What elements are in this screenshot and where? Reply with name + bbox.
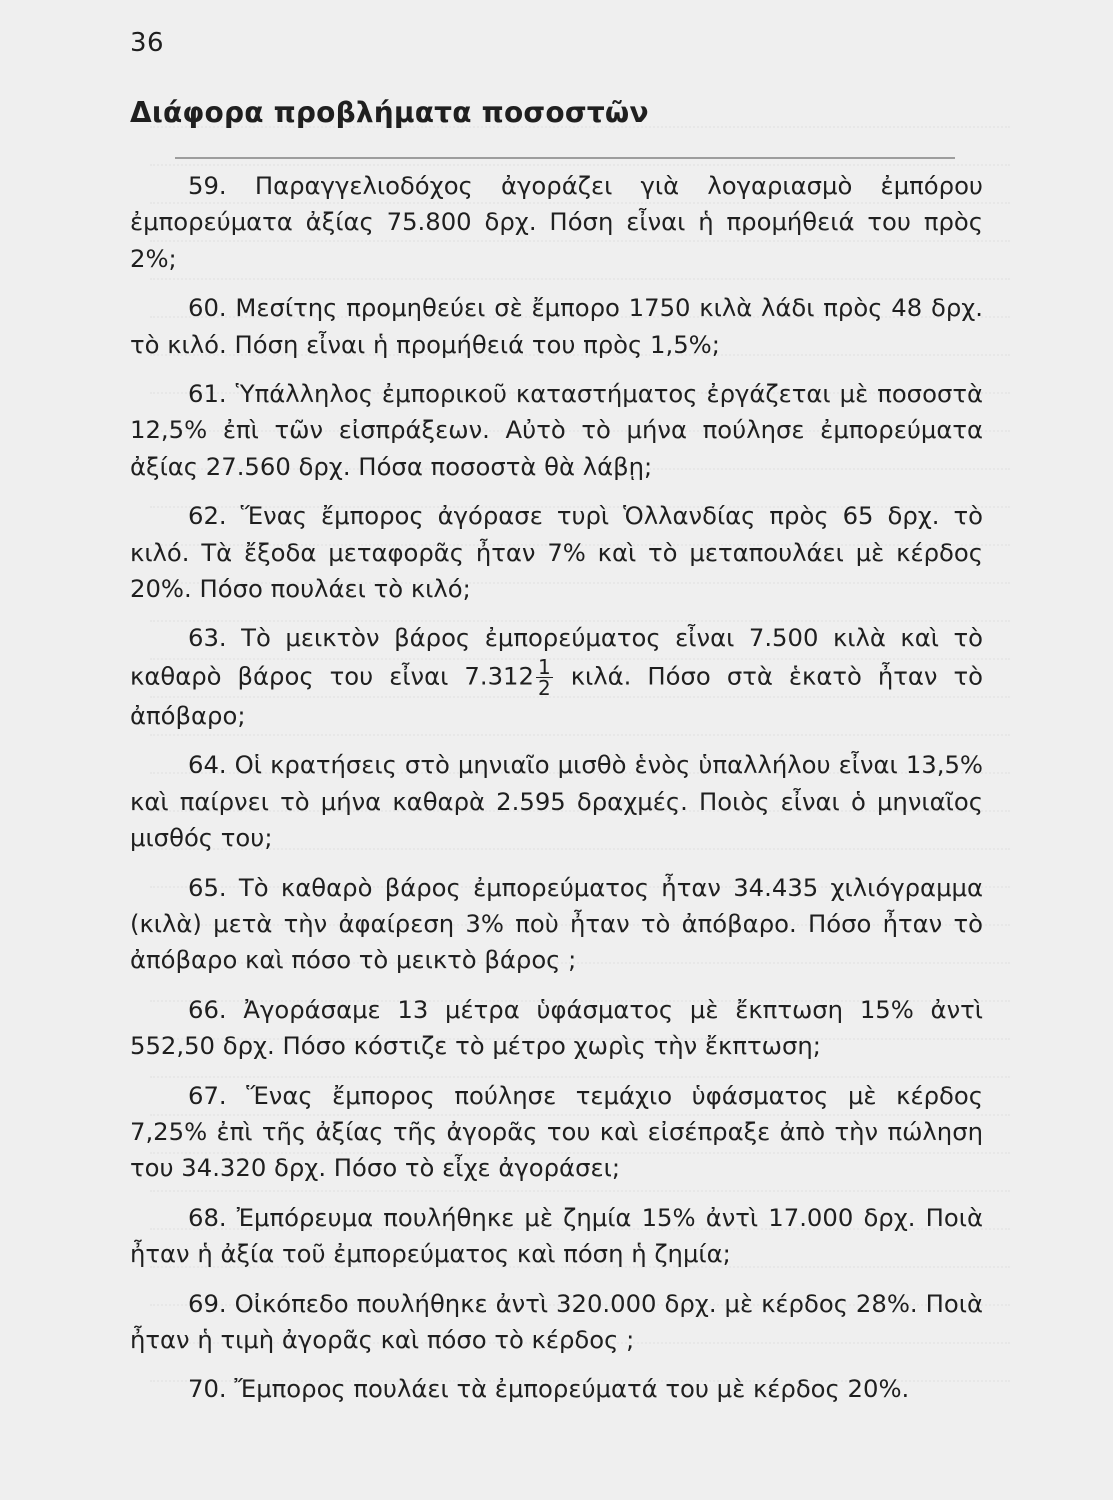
fraction-numerator: 1: [537, 654, 551, 679]
problem-70: 70. Ἔμπορος πουλάει τὰ ἐμπορεύματά του μὲ κέρδος 20%.: [188, 1374, 910, 1404]
problem-59: 59. Παραγγελιοδόχος ἀγοράζει γιὰ λογαριασμὸ ἐμπόρου ἐμπορεύματα ἀξίας 75.800 δρχ. Πόση εἶναι ἡ προμήθειά του πρὸς 2%;: [130, 171, 983, 273]
problem-68: 68. Ἐμπόρευμα πουλήθηκε μὲ ζημία 15% ἀντὶ 17.000 δρχ. Ποιὰ ἦταν ἡ ἀξία τοῦ ἐμπορεύματος καὶ πόση ἡ ζημία;: [130, 1202, 983, 1269]
problem-66: 66. Ἀγοράσαμε 13 μέτρα ὑφάσματος μὲ ἔκπτωση 15% ἀντὶ 552,50 δρχ. Πόσο κόστιζε τὸ μέτρο χωρὶς τὴν ἔκπτωση;: [130, 994, 983, 1061]
problem-61: 61. Ὑπάλληλος ἐμπορικοῦ καταστήματος ἐργάζεται μὲ ποσοστὰ 12,5% ἐπὶ τῶν εἰσπράξεων. Αὐτὸ τὸ μήνα πούλησε ἐμπορεύματα ἀξίας 27.560 δρχ. Πόσα ποσοστὰ θὰ λάβῃ;: [130, 379, 983, 481]
problem-60: 60. Μεσίτης προμηθεύει σὲ ἔμπορο 1750 κιλὰ λάδι πρὸς 48 δρχ. τὸ κιλό. Πόση εἶναι ἡ προμήθειά του πρὸς 1,5%;: [130, 293, 983, 359]
problem-67: 67. Ἕνας ἔμπορος πούλησε τεμάχιο ὑφάσματος μὲ κέρδος 7,25% ἐπὶ τῆς ἀξίας τῆς ἀγορᾶς του καὶ εἰσέπραξε ἀπὸ τὴν πώληση του 34.320 δρχ. Πόσο τὸ εἶχε ἀγοράσει;: [130, 1080, 983, 1183]
problem-62: 62. Ἕνας ἔμπορος ἀγόρασε τυρὶ Ὁλλανδίας πρὸς 65 δρχ. τὸ κιλό. Τὰ ἔξοδα μεταφορᾶς ἦταν 7% καὶ τὸ μεταπουλάει μὲ κέρδος 20%. Πόσο πουλάει τὸ κιλό;: [130, 501, 983, 604]
problem-69: 69. Οἰκόπεδο πουλήθηκε ἀντὶ 320.000 δρχ. μὲ κέρδος 28%. Ποιὰ ἦταν ἡ τιμὴ ἀγορᾶς καὶ πόσο τὸ κέρδος ;: [130, 1288, 983, 1354]
problem-63: [130, 620, 983, 734]
section-heading: Διάφορα προβλήματα ποσοστῶν: [130, 96, 649, 129]
page-number: 36: [130, 28, 165, 58]
problems-list: [130, 168, 983, 1408]
divider-rule: [175, 157, 955, 159]
problem-63-text-before: 63. Τὸ μεικτὸν βάρος ἐμπορεύματος εἶναι 7.500 κιλὰ καὶ τὸ καθαρὸ βάρος του εἶναι 7.312: [130, 623, 983, 691]
problem-63-text-after: κιλά. Πόσο στὰ ἑκατὸ ἦταν τὸ ἀπόβαρο;: [130, 661, 983, 730]
fraction-denominator: 2: [537, 675, 551, 700]
fraction-one-half: [536, 654, 553, 700]
problem-64: 64. Οἱ κρατήσεις στὸ μηνιαῖο μισθὸ ἑνὸς ὑπαλλήλου εἶναι 13,5% καὶ παίρνει τὸ μήνα καθαρὰ 2.595 δραχμές. Ποιὸς εἶναι ὁ μηνιαῖος μισθός του;: [130, 750, 983, 853]
problem-65: 65. Τὸ καθαρὸ βάρος ἐμπορεύματος ἦταν 34.435 χιλιόγραμμα (κιλὰ) μετὰ τὴν ἀφαίρεση 3% ποὺ ἦταν τὸ ἀπόβαρο. Πόσο ἦταν τὸ ἀπόβαρο καὶ πόσο τὸ μεικτὸ βάρος ;: [130, 872, 983, 975]
